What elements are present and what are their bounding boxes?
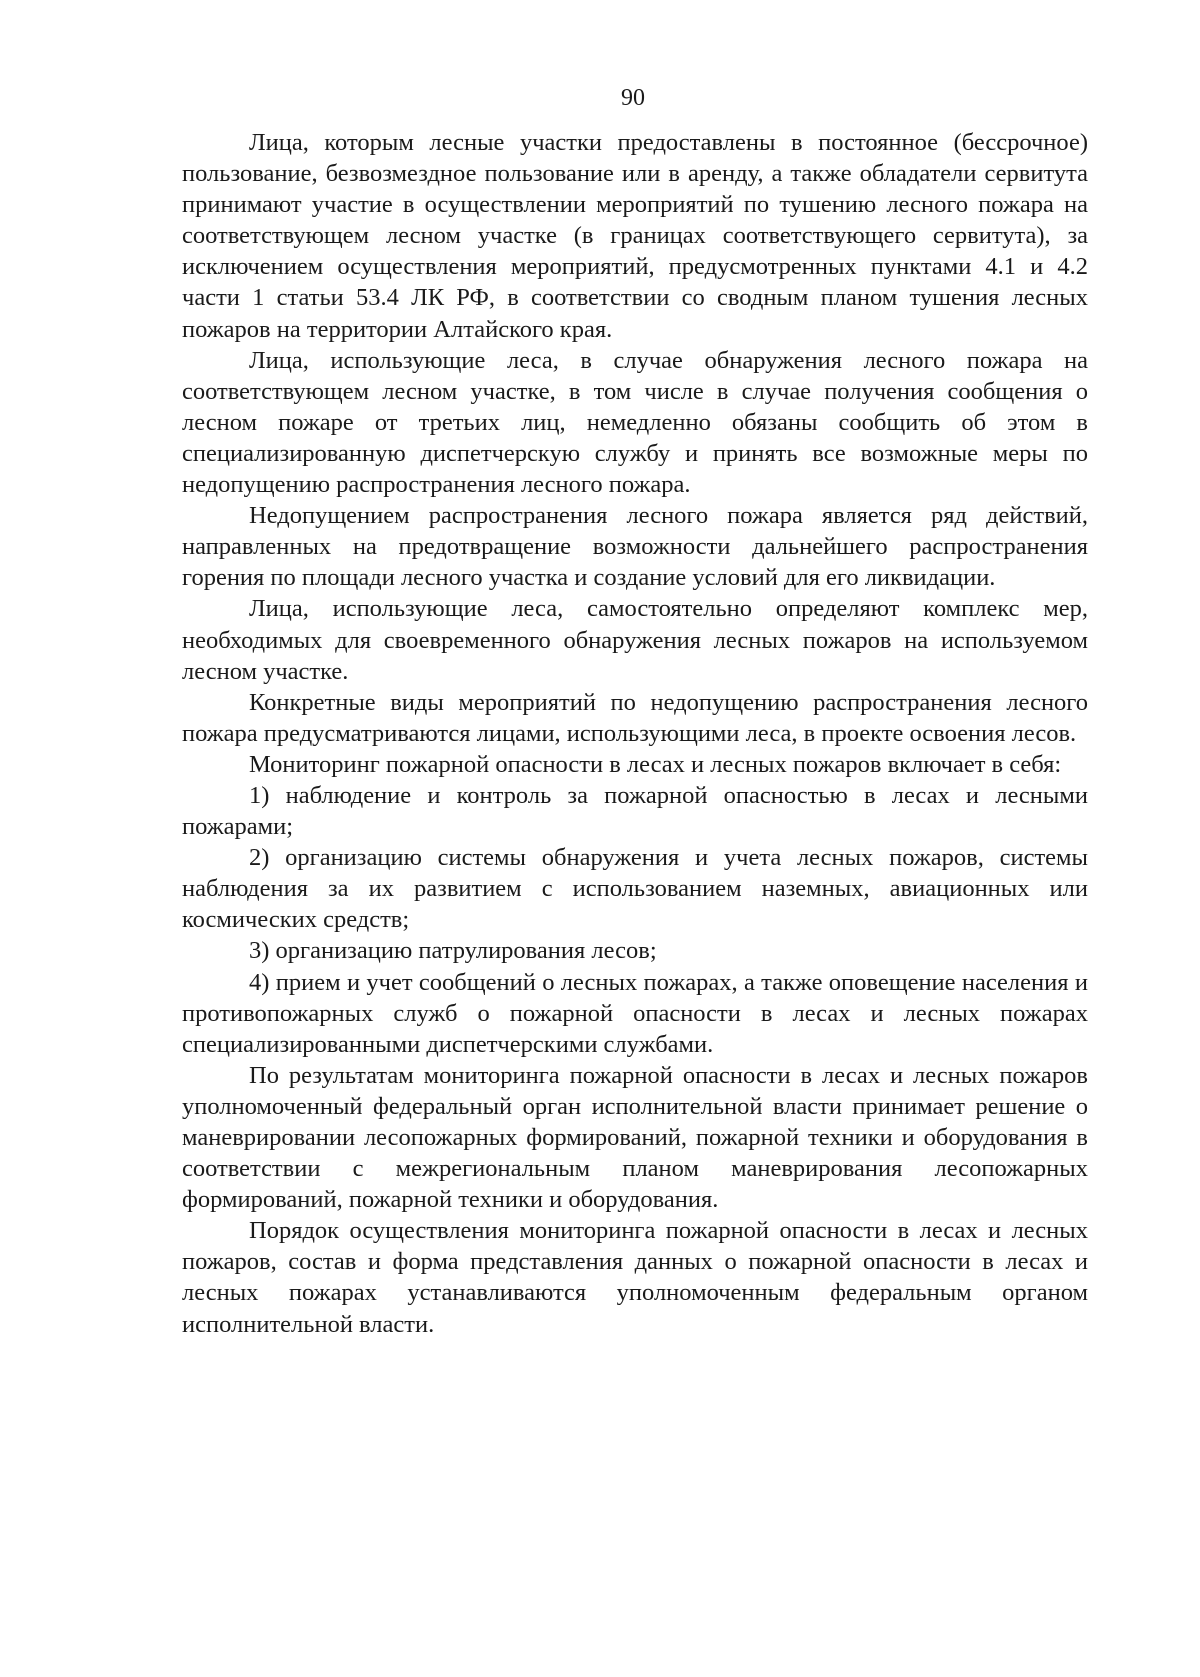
paragraph-spread-prevention-definition: Недопущением распространения лесного пожара является ряд действий, направленных на предотвращение возможности дальнейшего распространения горения по площади лесного участка и создание условий для его ликвидации.: [182, 502, 1088, 592]
paragraph-specific-measures: Конкретные виды мероприятий по недопущению распространения лесного пожара предусматриваются лицами, использующими леса, в проекте освоения лесов.: [182, 688, 1088, 747]
paragraph-detection-measures: Лица, использующие леса, самостоятельно определяют комплекс мер, необходимых для своевременного обнаружения лесных пожаров на используемом лесном участке.: [182, 595, 1088, 685]
paragraph-fire-detection-report: Лица, использующие леса, в случае обнаружения лесного пожара на соответствующем лесном участке, в том числе в случае получения сообщения о лесном пожаре от третьих лиц, немедленно обязаны сообщить об этом в специализированную диспетчерскую службу и принять все возможные меры по недопущению распространения лесного пожара.: [182, 346, 1088, 499]
list-item-3: 3) организацию патрулирования лесов;: [249, 937, 657, 965]
document-body: [182, 127, 1088, 1340]
list-item-2: 2) организацию системы обнаружения и учета лесных пожаров, системы наблюдения за их развитием с использованием наземных, авиационных или космических средств;: [182, 844, 1088, 934]
paragraph-forest-users-fire-fighting: Лица, которым лесные участки предоставлены в постоянное (бессрочное) пользование, безвозмездное пользование или в аренду, а также обладатели сервитута принимают участие в осуществлении мероприятий по тушению лесного пожара на соответствующем лесном участке (в границах соответствующего сервитута), за исключением осуществления мероприятий, предусмотренных пунктами 4.1 и 4.2 части 1 статьи 53.4 ЛК РФ, в соответствии со сводным планом тушения лесных пожаров на территории Алтайского края.: [182, 129, 1088, 343]
paragraph-monitoring-includes: Мониторинг пожарной опасности в лесах и лесных пожаров включает в себя:: [249, 750, 1062, 778]
paragraph-monitoring-procedure: Порядок осуществления мониторинга пожарной опасности в лесах и лесных пожаров, состав и форма представления данных о пожарной опасности в лесах и лесных пожарах устанавливаются уполномоченным федеральным органом исполнительной власти.: [182, 1217, 1088, 1338]
paragraph-maneuvering-decision: По результатам мониторинга пожарной опасности в лесах и лесных пожаров уполномоченный федеральный орган исполнительной власти принимает решение о маневрировании лесопожарных формирований, пожарной техники и оборудования в соответствии с межрегиональным планом маневрирования лесопожарных формирований, пожарной техники и оборудования.: [182, 1061, 1088, 1214]
page-number: 90: [621, 85, 645, 111]
list-item-4: 4) прием и учет сообщений о лесных пожарах, а также оповещение населения и противопожарных служб о пожарной опасности в лесах и лесных пожарах специализированными диспетчерскими службами.: [182, 968, 1088, 1058]
list-item-1: 1) наблюдение и контроль за пожарной опасностью в лесах и лесными пожарами;: [182, 781, 1088, 841]
